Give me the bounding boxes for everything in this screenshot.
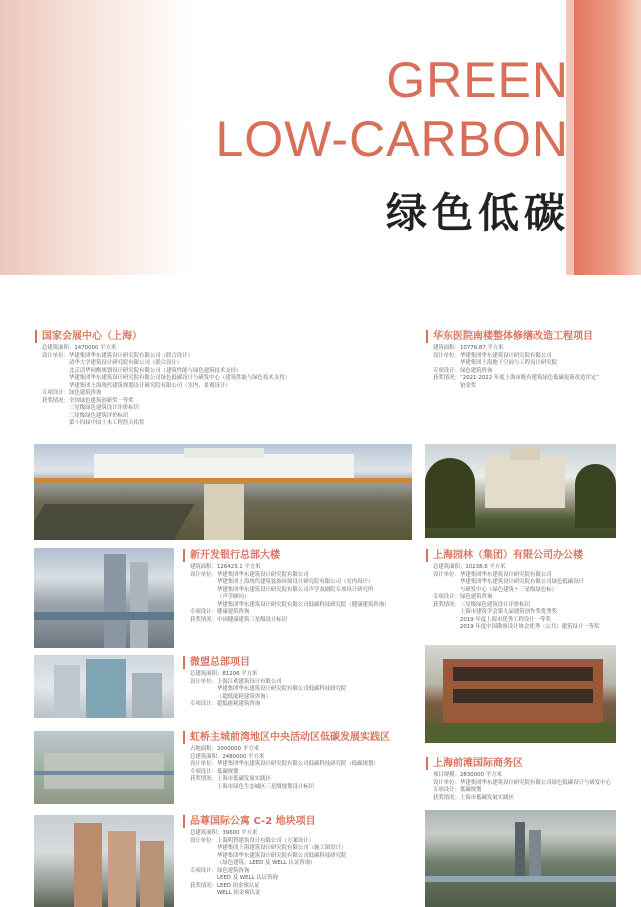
info-value: 华建集团华东建筑设计研究院有限公司	[459, 352, 552, 359]
info-label: 设计单位：	[190, 571, 217, 578]
info-value: 华建集团华东建筑设计研究院有限公司	[216, 571, 309, 578]
info-value: 上海市绿色生态城区三星级规划设计标识	[216, 783, 315, 790]
info-label: 设计单位：	[190, 761, 217, 767]
info-value: 绿色建筑咨询	[459, 594, 493, 600]
info-label: 专项设计：	[433, 367, 460, 374]
project-info-row	[190, 572, 389, 610]
info-value: 华建集团华东建筑设计研究院有限公司绿色低碳设计与研发中心（建筑性能与绿色技术支持）	[68, 375, 290, 381]
project-hongqiao-low-carbon	[190, 731, 390, 791]
project-qiantan-business-district	[433, 757, 611, 802]
project-info-row	[190, 754, 390, 762]
accent-stripe	[574, 0, 641, 275]
info-value: WELL 铂金预认证	[216, 890, 261, 896]
info-label: 占地面积：	[190, 746, 217, 752]
info-label: 总建筑面积：	[190, 671, 223, 677]
info-label: 获奖情况：	[433, 601, 460, 608]
info-value: 81206 平方米	[222, 671, 258, 677]
project-info-row	[190, 868, 346, 883]
info-value: 三星级绿色建筑设计评价标识	[68, 405, 140, 411]
project-shanghai-landscape-office	[433, 549, 599, 632]
photo-weimob-headquarters	[34, 655, 174, 718]
project-info-row	[190, 617, 389, 625]
project-national-exhibition-center	[42, 330, 290, 428]
info-value: 与研发中心（绿色建筑＋三星级绿色标）	[459, 586, 558, 593]
info-label: 建筑面积：	[190, 564, 217, 570]
info-value: 绿色建筑咨询	[216, 867, 250, 874]
info-value: 铂金奖	[459, 382, 477, 389]
project-info-row	[190, 830, 346, 838]
project-info-row	[190, 564, 389, 572]
info-value: 39600 平方米	[222, 830, 258, 836]
project-title: 品尊国际公寓 C-2 地块项目	[183, 815, 346, 828]
project-info-row	[42, 390, 290, 398]
project-info-row	[42, 345, 290, 353]
project-title: 华东医院南楼整体修缮改造工程项目	[426, 330, 599, 343]
info-value: 华建集团华东建筑设计研究院有限公司声学及剧院专项设计研究所	[216, 586, 374, 593]
info-label: 获奖情况：	[42, 397, 69, 404]
info-value: 华建集团上海建筑设计研究院有限公司（施工图设计）	[216, 845, 347, 851]
info-label: 专项设计：	[190, 609, 217, 615]
info-value: 2480000 平方米	[222, 753, 265, 760]
project-info-row	[190, 701, 346, 709]
project-info-row	[433, 345, 599, 353]
info-value: 10776.87 平方米	[459, 345, 504, 351]
info-value: 三星级绿色建筑设计评价标识	[459, 601, 531, 608]
info-value: 华建集团华东建筑设计研究院有限公司（联合设计）	[68, 352, 193, 359]
info-value: 上海江欢建筑设计有限公司	[216, 678, 282, 685]
info-value: 华建集团上海现代建筑规划设计研究院有限公司（室内、景观设计）	[68, 382, 231, 389]
info-value: 2830000 平方米	[459, 772, 502, 778]
info-value: 华建集团上海地下空间与工程设计研究院	[459, 360, 558, 366]
project-title: 国家会展中心（上海）	[35, 330, 290, 343]
project-info-row	[190, 609, 389, 617]
info-value: 华建集团华东建筑设计研究院有限公司绿色低碳设计	[459, 579, 584, 585]
info-value: 健康建筑咨询	[216, 609, 250, 615]
hero-banner	[0, 0, 641, 275]
heading-green: GREEN	[386, 52, 569, 108]
info-label: 获奖情况：	[190, 882, 217, 889]
info-label: 总建筑面积：	[190, 830, 223, 836]
project-info-row	[433, 353, 599, 368]
info-value: 2019 年度上海市优秀工程设计一等奖	[459, 616, 551, 623]
info-value: 上海市建筑学会第九届建筑创作奖优秀奖	[459, 609, 558, 615]
info-value: 华建集团华东建筑设计研究院有限公司低碳科技研究院	[216, 852, 347, 859]
project-info-row	[42, 398, 290, 428]
info-value: 1470000 平方米	[74, 345, 117, 351]
info-label: 项目规模：	[433, 772, 460, 778]
photo-huadong-hospital	[425, 444, 616, 538]
project-title: 上海园林（集团）有限公司办公楼	[426, 549, 599, 562]
info-value: （声学顾问）	[216, 594, 250, 600]
info-value: 2000000 平方米	[216, 746, 259, 752]
project-info-row	[190, 761, 390, 769]
project-info-row	[433, 602, 599, 632]
project-info-row	[433, 375, 599, 390]
info-label: 专项设计：	[190, 701, 217, 707]
project-title: 虹桥主城前湾地区中央活动区低碳发展实践区	[183, 731, 390, 744]
info-label: 专项设计：	[190, 768, 217, 775]
info-value: 全国绿色建筑创新奖一等奖	[68, 397, 134, 404]
info-value: 低碳规划	[459, 787, 482, 793]
project-info-row	[190, 883, 346, 898]
info-value: LEED 铂金预认证	[216, 882, 260, 889]
info-value: 清华大学建筑设计研究院有限公司（联合设计）	[68, 360, 183, 366]
info-label: 获奖情况：	[190, 616, 217, 623]
project-pinzun-apartment	[190, 815, 346, 898]
info-value: 超低能耗建筑咨询	[216, 701, 261, 707]
project-info-row	[433, 564, 599, 572]
info-label: 获奖情况：	[190, 776, 217, 782]
project-info-row	[433, 368, 599, 376]
info-label: 设计单位：	[190, 678, 217, 685]
info-value: 北京清华同衡规划设计研究院有限公司（建筑性能与绿色建筑技术支持）	[68, 367, 242, 374]
info-value: 126423.1 平方米	[216, 564, 261, 570]
project-ndb-headquarters	[190, 549, 389, 624]
project-info-row	[433, 572, 599, 595]
info-value: 华建集团上海现代建筑装饰环境设计研究院有限公司（室内设计）	[216, 579, 374, 585]
info-value: 华建集团华东建筑设计研究院有限公司绿色低碳设计与研发中心	[459, 779, 611, 786]
project-info-row	[190, 769, 390, 777]
info-label: 设计单位：	[433, 352, 460, 359]
info-value: 低碳规划	[216, 768, 239, 775]
project-info-row	[433, 772, 611, 780]
info-label: 设计单位：	[433, 571, 460, 578]
project-huadong-hospital	[433, 330, 599, 390]
photo-pinzun-apartment	[34, 815, 174, 907]
project-info-row	[433, 795, 611, 803]
info-value: 华建集团华东建筑设计研究院有限公司低碳科技研究院（低碳规划）	[216, 761, 379, 767]
info-value: 绿色建筑咨询	[68, 390, 102, 396]
info-label: 获奖情况：	[433, 375, 460, 381]
info-label: 设计单位：	[190, 837, 217, 844]
photo-landscape-office	[425, 645, 616, 743]
project-info-row	[190, 776, 390, 791]
info-label: 专项设计：	[42, 390, 69, 396]
info-value: 上海市低碳发展实践区	[216, 776, 271, 782]
info-value: 绿色建筑咨询	[459, 367, 493, 374]
info-label: 专项设计：	[433, 594, 460, 600]
info-label: 设计单位：	[433, 779, 460, 786]
project-info-row	[190, 671, 346, 679]
project-info-row	[433, 787, 611, 795]
info-label: 建筑面积：	[433, 345, 460, 351]
info-value: 上海明智建筑设计有限公司（方案设计）	[216, 837, 315, 844]
project-weimob-headquarters	[190, 656, 346, 709]
project-title: 上海前滩国际商务区	[426, 757, 611, 770]
info-value: “2021-2022 年度上海市既有建筑绿色低碳更新改造评定”	[459, 375, 600, 381]
project-info-row	[42, 353, 290, 391]
project-title: 新开发银行总部大楼	[183, 549, 389, 562]
info-label: 获奖情况：	[433, 794, 460, 801]
info-label: 设计单位：	[42, 352, 69, 359]
heading-low-carbon: LOW-CARBON	[215, 111, 569, 167]
info-value: 第十四届中国土木工程詹天佑奖	[68, 420, 145, 426]
info-label: 总建筑面积：	[42, 345, 75, 351]
project-info-row	[190, 679, 346, 702]
info-label: 专项设计：	[190, 867, 217, 874]
heading-chinese: 绿色低碳	[386, 189, 570, 237]
info-value: 2019 年度中国勘察设计协会优秀（公共）建筑设计一等奖	[459, 624, 600, 630]
photo-exhibition-center	[34, 444, 412, 540]
info-value: 10238.6 平方米	[465, 564, 506, 570]
info-value: 华建集团华东建筑设计研究院有限公司低碳科技研究院（健康建筑咨询）	[216, 601, 390, 608]
project-info-row	[433, 780, 611, 788]
info-value: LEED 及 WELL 认证咨询	[216, 875, 278, 881]
info-value: （绿色建筑、LEED 及 WELL 认证咨询）	[216, 860, 316, 866]
photo-qiantan	[425, 810, 616, 907]
info-value: 中国健康建筑三星级设计标识	[216, 616, 288, 623]
project-info-row	[190, 746, 390, 754]
info-value: 华建集团华东建筑设计研究院有限公司低碳科技研究院	[216, 686, 347, 692]
info-value: 华建集团华东建筑设计研究院有限公司	[459, 571, 552, 578]
photo-ndb-headquarters	[34, 548, 174, 648]
info-value: 三星级绿色建筑评价标识	[68, 412, 129, 419]
info-label: 总建筑面积：	[190, 753, 223, 760]
project-title: 微盟总部项目	[183, 656, 346, 669]
project-info-row	[190, 838, 346, 868]
info-value: 上海市低碳发展实践区	[459, 794, 514, 801]
info-value: （超低能耗建筑咨询）	[216, 693, 271, 700]
info-label: 专项设计：	[433, 787, 460, 793]
project-info-row	[433, 594, 599, 602]
photo-hongqiao	[34, 731, 174, 804]
info-label: 总建筑面积：	[433, 564, 466, 570]
